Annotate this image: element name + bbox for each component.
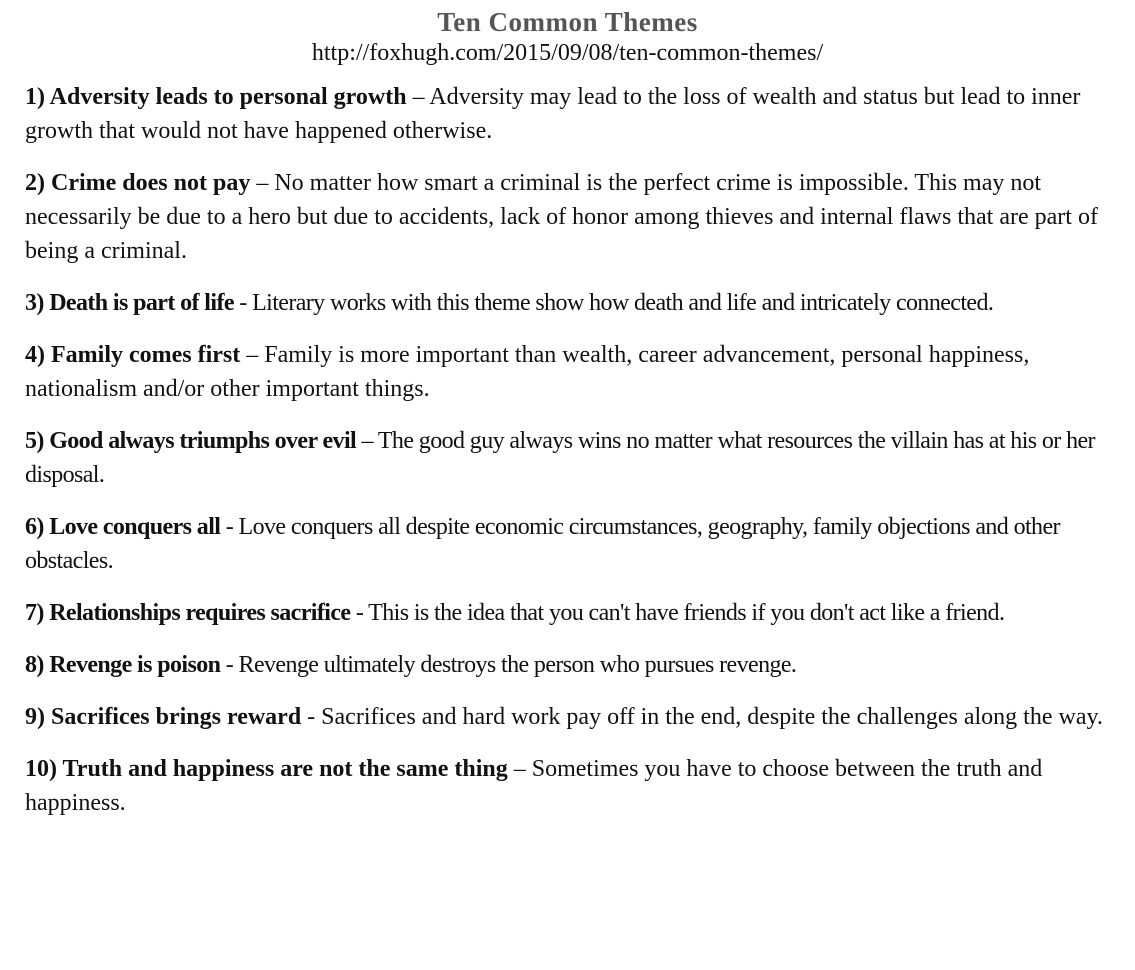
- theme-description: - Love conquers all despite economic circumstances, geography, family objections and other obstacles.: [25, 514, 1060, 574]
- theme-heading: 2) Crime does not pay: [25, 170, 251, 196]
- theme-heading: 7) Relationships requires sacrifice: [25, 600, 351, 626]
- document-title: Ten Common Themes: [437, 7, 698, 37]
- theme-item: [25, 700, 1115, 734]
- theme-item: [25, 510, 1115, 578]
- theme-item: [25, 286, 1115, 320]
- themes-list: [0, 80, 1135, 820]
- theme-heading: 6) Love conquers all: [25, 514, 221, 540]
- document-header: [0, 0, 1135, 68]
- theme-description: – Adversity may lead to the loss of wealth and status but lead to inner growth that would not have happened otherwise.: [25, 84, 1081, 144]
- theme-item: [25, 596, 1115, 630]
- theme-description: - Literary works with this theme show how death and life and intricately connected.: [233, 290, 994, 316]
- theme-item: [25, 80, 1115, 148]
- theme-description: - This is the idea that you can't have friends if you don't act like a friend.: [350, 600, 1005, 626]
- theme-description: - Revenge ultimately destroys the person who pursues revenge.: [220, 652, 797, 678]
- theme-heading: 10) Truth and happiness are not the same thing: [25, 756, 508, 782]
- theme-heading: 1) Adversity leads to personal growth: [25, 84, 407, 110]
- theme-item: [25, 166, 1115, 268]
- theme-heading: 5) Good always triumphs over evil: [25, 428, 357, 454]
- theme-heading: 3) Death is part of life: [25, 290, 234, 316]
- theme-description: – The good guy always wins no matter what resources the villain has at his or her disposal.: [25, 428, 1095, 488]
- theme-item: [25, 752, 1115, 820]
- theme-heading: 9) Sacrifices brings reward: [25, 704, 302, 730]
- theme-description: – Sometimes you have to choose between the truth and happiness.: [25, 756, 1043, 816]
- theme-heading: 4) Family comes first: [25, 342, 241, 368]
- theme-item: [25, 338, 1115, 406]
- theme-description: – Family is more important than wealth, career advancement, personal happiness, nationalism and/or other important things.: [25, 342, 1030, 402]
- theme-item: [25, 648, 1115, 682]
- theme-item: [25, 424, 1115, 492]
- theme-description: – No matter how smart a criminal is the perfect crime is impossible. This may not necessarily be due to a hero but due to accidents, lack of honor among thieves and internal flaws that are part of being a criminal.: [25, 170, 1098, 264]
- source-url: http://foxhugh.com/2015/09/08/ten-common-themes/: [311, 40, 824, 66]
- theme-description: - Sacrifices and hard work pay off in the end, despite the challenges along the way.: [301, 704, 1103, 730]
- theme-heading: 8) Revenge is poison: [25, 652, 221, 678]
